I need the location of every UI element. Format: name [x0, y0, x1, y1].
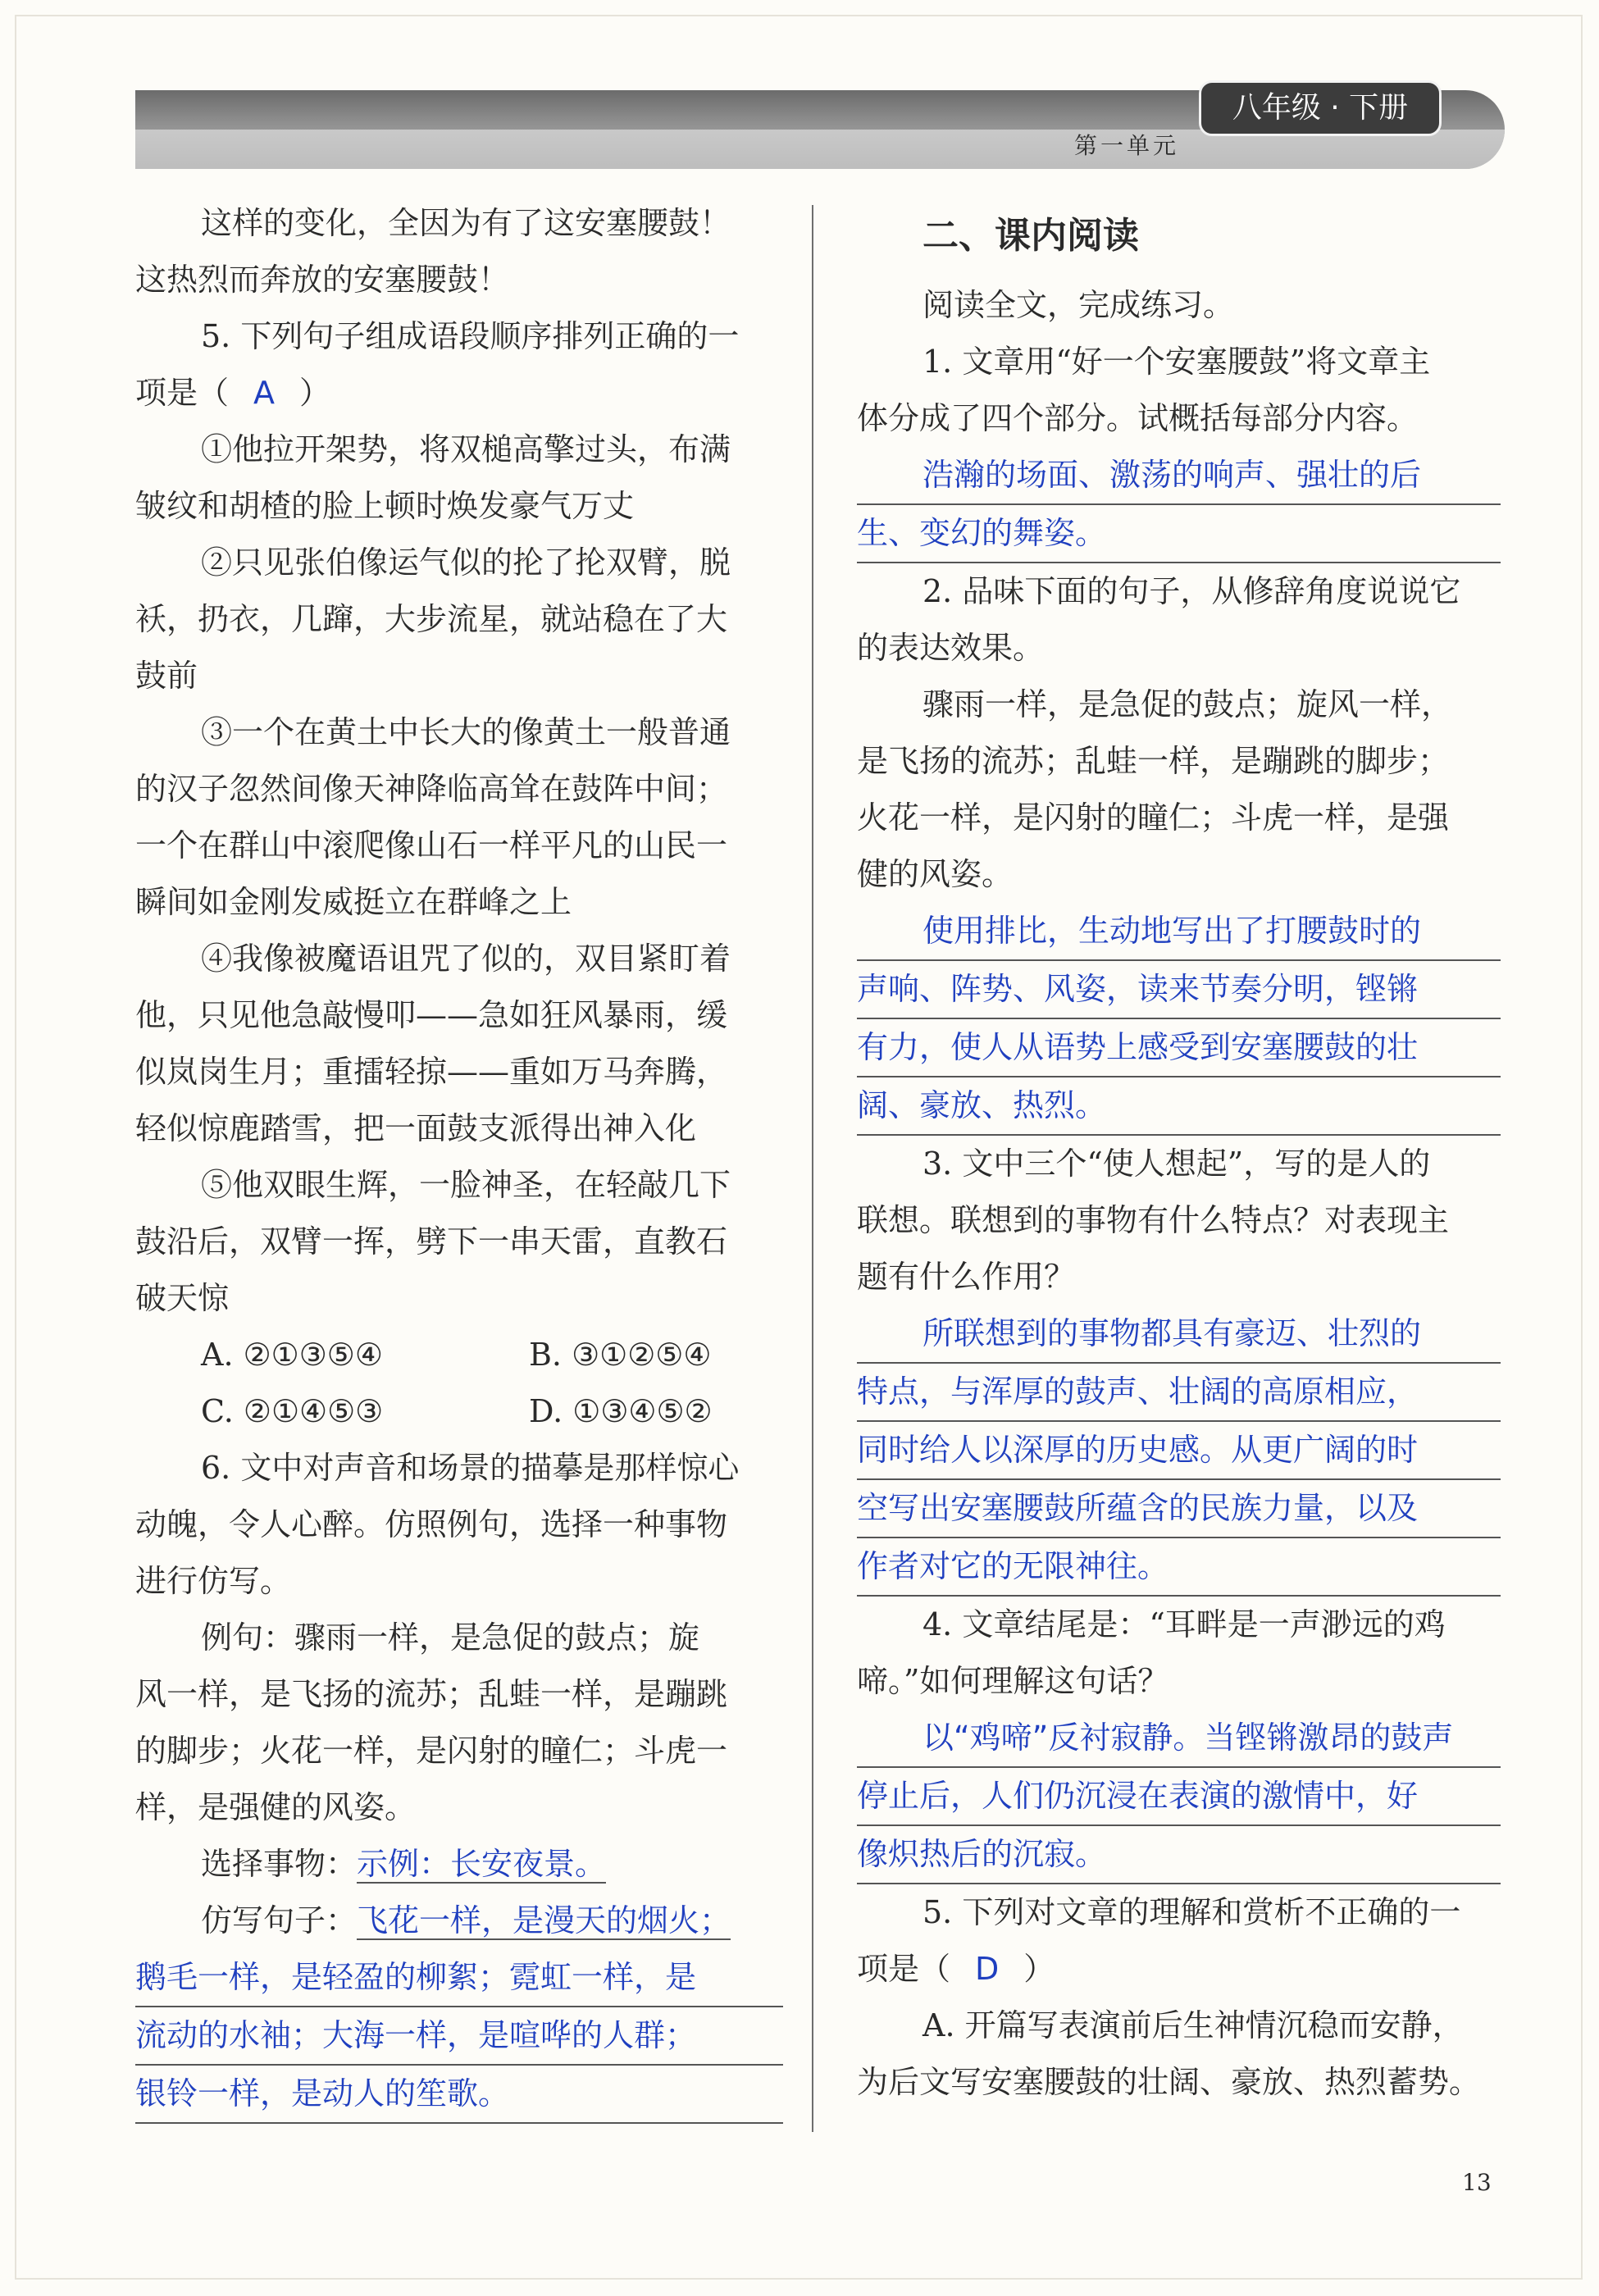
example-line: 例句：骤雨一样，是急促的鼓点；旋 — [201, 1620, 700, 1656]
question-3-line: 3. 文中三个“使人想起”，写的是人的 — [922, 1146, 1431, 1182]
question-5-answer-line — [135, 365, 783, 421]
answer-3-line: 所联想到的事物都具有豪迈、壮烈的 — [857, 1305, 1501, 1364]
sentence-4-cont: 似岚岗生月；重擂轻掠——重如万马奔腾， — [135, 1054, 728, 1090]
sentence-5-cont: 鼓沿后，双臂一挥，劈下一串天雷，直教石 — [135, 1223, 728, 1260]
option-a-line: 为后文写安塞腰鼓的壮阔、豪放、热烈蓄势。 — [857, 2064, 1481, 2100]
option-a: A. ②①③⑤④ — [201, 1337, 383, 1373]
question-4-line: 啼。”如何理解这句话？ — [857, 1663, 1169, 1699]
options-row — [135, 1327, 783, 1383]
sentence-4-cont: 他，只见他急敲慢叩——急如狂风暴雨，缓 — [135, 997, 728, 1033]
answer-3-line: 特点，与浑厚的鼓声、壮阔的高原相应， — [857, 1364, 1501, 1422]
answer-4-line: 以“鸡啼”反衬寂静。当铿锵激昂的鼓声 — [857, 1710, 1501, 1768]
answer-blank: D — [975, 1951, 1000, 1987]
question-5-line: 5. 下列句子组成语段顺序排列正确的一 — [201, 318, 740, 354]
options-row — [135, 1383, 783, 1440]
example-line: 的脚步；火花一样，是闪射的瞳仁；斗虎一 — [135, 1733, 728, 1769]
answer-3-line: 同时给人以深厚的历史感。从更广阔的时 — [857, 1422, 1501, 1480]
option-b: B. ③①②⑤④ — [529, 1337, 712, 1373]
quote-line: 骤雨一样，是急促的鼓点；旋风一样， — [922, 686, 1453, 722]
sentence-2-cont: 袄，扔衣，几蹿，大步流星，就站稳在了大 — [135, 601, 728, 637]
right-column — [857, 195, 1501, 2111]
quote-line: 火花一样，是闪射的瞳仁；斗虎一样，是强 — [857, 800, 1450, 836]
question-3-line: 题有什么作用？ — [857, 1259, 1076, 1295]
unit-label: 第一单元 — [1074, 132, 1180, 159]
question-5-line: 5. 下列对文章的理解和赏析不正确的一 — [922, 1894, 1461, 1930]
imitate-answer: 飞花一样，是漫天的烟火； — [357, 1902, 731, 1938]
answer-4-line: 停止后，人们仍沉浸在表演的激情中，好 — [857, 1768, 1501, 1826]
answer-2-line: 有力，使人从语势上感受到安塞腰鼓的壮 — [857, 1019, 1501, 1077]
text-line: 这热烈而奔放的安塞腰鼓！ — [135, 262, 510, 298]
sentence-3-cont: 瞬间如金刚发威挺立在群峰之上 — [135, 884, 572, 920]
answer-4-line: 像炽热后的沉寂。 — [857, 1826, 1501, 1884]
sentence-4-cont: 轻似惊鹿踏雪，把一面鼓支派得出神入化 — [135, 1110, 697, 1146]
choose-line — [135, 1836, 783, 1893]
question-6-line: 6. 文中对声音和场景的描摹是那样惊心 — [201, 1450, 740, 1486]
choose-answer: 示例：长安夜景。 — [357, 1846, 607, 1882]
question-1-line: 1. 文章用“好一个安塞腰鼓”将文章主 — [922, 344, 1431, 380]
grade-tab: 八年级 · 下册 — [1199, 80, 1442, 136]
question-5-answer-line — [857, 1941, 1501, 1998]
question-6-line: 进行仿写。 — [135, 1563, 292, 1599]
text-fragment: 项是（ — [135, 375, 230, 411]
answer-2-line: 使用排比，生动地写出了打腰鼓时的 — [857, 903, 1501, 961]
sentence-1-cont: 皱纹和胡楂的脸上顿时焕发豪气万丈 — [135, 488, 635, 524]
question-2-line: 的表达效果。 — [857, 630, 1045, 666]
sentence-3: ③一个在黄土中长大的像黄土一般普通 — [201, 714, 731, 750]
imitate-label: 仿写句子： — [201, 1902, 358, 1938]
answer-3-line: 作者对它的无限神往。 — [857, 1538, 1501, 1597]
quote-line: 是飞扬的流苏；乱蛙一样，是蹦跳的脚步； — [857, 743, 1450, 779]
question-1-line: 体分成了四个部分。试概括每部分内容。 — [857, 400, 1419, 436]
answer-2-line: 声响、阵势、风姿，读来节奏分明，铿锵 — [857, 961, 1501, 1019]
question-2-line: 2. 品味下面的句子，从修辞角度说说它 — [922, 573, 1461, 609]
column-divider — [812, 205, 813, 2132]
sentence-1: ①他拉开架势，将双槌高擎过头，布满 — [201, 431, 731, 467]
question-6-line: 动魄，令人心醉。仿照例句，选择一种事物 — [135, 1506, 728, 1542]
imitate-answer-line: 流动的水袖；大海一样，是喧哗的人群； — [135, 2007, 783, 2066]
text-fragment: ） — [1023, 1951, 1055, 1987]
choose-label: 选择事物： — [201, 1846, 358, 1882]
text-line: 这样的变化，全因为有了这安塞腰鼓！ — [201, 205, 731, 241]
imitate-answer-line: 银铃一样，是动人的笙歌。 — [135, 2066, 783, 2124]
example-line: 样，是强健的风姿。 — [135, 1789, 417, 1825]
imitate-line — [135, 1893, 783, 1949]
answer-1-line: 生、变幻的舞姿。 — [857, 505, 1501, 563]
option-a-line: A. 开篇写表演前后生神情沉稳而安静， — [922, 2007, 1464, 2043]
quote-line: 健的风姿。 — [857, 856, 1014, 892]
instruction: 阅读全文，完成练习。 — [922, 287, 1235, 323]
text-fragment: ） — [299, 375, 331, 411]
text-fragment: 项是（ — [857, 1951, 951, 1987]
sentence-5: ⑤他双眼生辉，一脸神圣，在轻敲几下 — [201, 1167, 731, 1203]
sentence-4: ④我像被魔语诅咒了似的，双目紧盯着 — [201, 941, 731, 977]
page-number: 13 — [1462, 2169, 1492, 2196]
answer-2-line: 阔、豪放、热烈。 — [857, 1077, 1501, 1136]
sentence-3-cont: 一个在群山中滚爬像山石一样平凡的山民一 — [135, 827, 728, 863]
sentence-5-cont: 破天惊 — [135, 1280, 230, 1316]
answer-blank: A — [253, 375, 276, 411]
question-4-line: 4. 文章结尾是：“耳畔是一声渺远的鸡 — [922, 1606, 1446, 1642]
answer-3-line: 空写出安塞腰鼓所蕴含的民族力量，以及 — [857, 1480, 1501, 1538]
section-title: 二、课内阅读 — [922, 215, 1139, 257]
left-column — [135, 195, 783, 2124]
option-c: C. ②①④⑤③ — [201, 1393, 384, 1429]
option-d: D. ①③④⑤② — [529, 1393, 713, 1429]
imitate-answer-line: 鹅毛一样，是轻盈的柳絮；霓虹一样，是 — [135, 1949, 783, 2007]
answer-1-line: 浩瀚的场面、激荡的响声、强壮的后 — [857, 447, 1501, 505]
example-line: 风一样，是飞扬的流苏；乱蛙一样，是蹦跳 — [135, 1676, 728, 1712]
sentence-2: ②只见张伯像运气似的抡了抡双臂，脱 — [201, 544, 731, 581]
sentence-3-cont: 的汉子忽然间像天神降临高耸在鼓阵中间； — [135, 771, 728, 807]
sentence-2-cont: 鼓前 — [135, 658, 198, 694]
question-3-line: 联想。联想到的事物有什么特点？对表现主 — [857, 1202, 1450, 1238]
